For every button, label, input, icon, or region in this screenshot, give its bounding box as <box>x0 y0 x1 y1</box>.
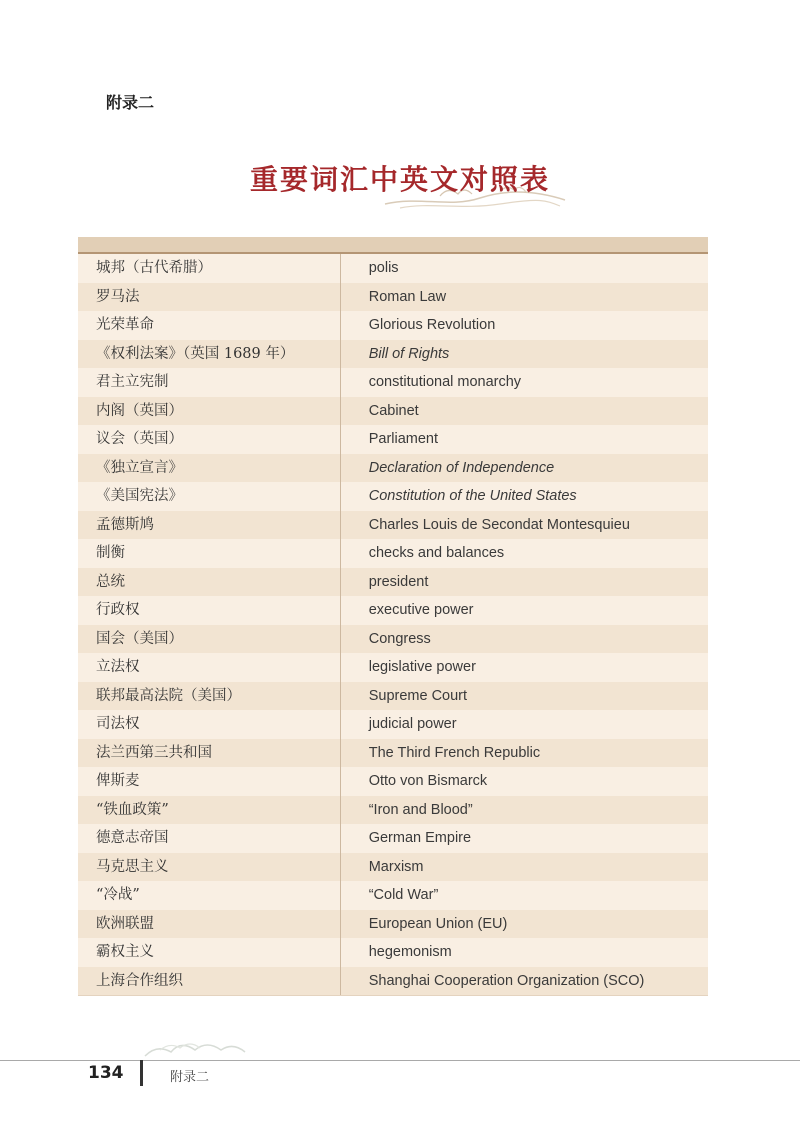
english-term: Otto von Bismarck <box>340 767 708 796</box>
english-term: checks and balances <box>340 539 708 568</box>
chinese-term: 议会（英国） <box>78 425 340 454</box>
english-term: Supreme Court <box>340 682 708 711</box>
chinese-term: 司法权 <box>78 710 340 739</box>
table-row <box>78 311 708 340</box>
chinese-term: 内阁（英国） <box>78 397 340 426</box>
chinese-term: “铁血政策” <box>78 796 340 825</box>
english-term: European Union (EU) <box>340 910 708 939</box>
footer-divider <box>0 1060 800 1061</box>
table-row <box>78 682 708 711</box>
table-row <box>78 568 708 597</box>
chinese-term: 俾斯麦 <box>78 767 340 796</box>
table-row <box>78 824 708 853</box>
table-header <box>78 237 708 253</box>
chinese-term: 法兰西第三共和国 <box>78 739 340 768</box>
page-number: 134 <box>88 1063 124 1083</box>
title-wrap <box>0 158 800 198</box>
english-term: Bill of Rights <box>340 340 708 369</box>
english-term: polis <box>340 253 708 283</box>
table-header-band-right <box>340 237 708 253</box>
english-term: constitutional monarchy <box>340 368 708 397</box>
table-row <box>78 340 708 369</box>
english-term: executive power <box>340 596 708 625</box>
table-row <box>78 881 708 910</box>
english-term: legislative power <box>340 653 708 682</box>
table-row <box>78 425 708 454</box>
table-row <box>78 853 708 882</box>
english-term: German Empire <box>340 824 708 853</box>
table-body <box>78 253 708 996</box>
english-term: Roman Law <box>340 283 708 312</box>
table-row <box>78 910 708 939</box>
chinese-term: 《权利法案》（英国 1689 年） <box>78 340 340 369</box>
table-row <box>78 253 708 283</box>
english-term: Marxism <box>340 853 708 882</box>
chinese-term: 立法权 <box>78 653 340 682</box>
table-row <box>78 938 708 967</box>
table-header-band-left <box>78 237 340 253</box>
chinese-term: 君主立宪制 <box>78 368 340 397</box>
appendix-label: 附录二 <box>106 93 155 112</box>
footer-separator <box>140 1060 143 1086</box>
english-term: hegemonism <box>340 938 708 967</box>
english-term: Parliament <box>340 425 708 454</box>
english-term: Congress <box>340 625 708 654</box>
chinese-term: 罗马法 <box>78 283 340 312</box>
english-term: Charles Louis de Secondat Montesquieu <box>340 511 708 540</box>
table-row <box>78 283 708 312</box>
chinese-term: 《独立宣言》 <box>78 454 340 483</box>
chinese-term: 制衡 <box>78 539 340 568</box>
page-title: 重要词汇中英文对照表 <box>249 163 550 196</box>
english-term: Cabinet <box>340 397 708 426</box>
english-term: Shanghai Cooperation Organization (SCO) <box>340 967 708 996</box>
chinese-term: 《美国宪法》 <box>78 482 340 511</box>
chinese-term: 上海合作组织 <box>78 967 340 996</box>
chinese-term: 国会（美国） <box>78 625 340 654</box>
table-row <box>78 653 708 682</box>
table-row <box>78 596 708 625</box>
chinese-term: 孟德斯鸠 <box>78 511 340 540</box>
chinese-term: 德意志帝国 <box>78 824 340 853</box>
table-row <box>78 454 708 483</box>
table-row <box>78 397 708 426</box>
table-row <box>78 767 708 796</box>
english-term: Declaration of Independence <box>340 454 708 483</box>
english-term: judicial power <box>340 710 708 739</box>
table-row <box>78 796 708 825</box>
english-term: The Third French Republic <box>340 739 708 768</box>
chinese-term: 马克思主义 <box>78 853 340 882</box>
english-term: president <box>340 568 708 597</box>
cloud-ornament-icon <box>140 1030 270 1060</box>
chinese-term: 总统 <box>78 568 340 597</box>
english-term: “Iron and Blood” <box>340 796 708 825</box>
table-row <box>78 967 708 996</box>
chinese-term: 欧洲联盟 <box>78 910 340 939</box>
english-term: Glorious Revolution <box>340 311 708 340</box>
table-row <box>78 625 708 654</box>
vocabulary-table <box>78 237 708 996</box>
english-term: Constitution of the United States <box>340 482 708 511</box>
chinese-term: 行政权 <box>78 596 340 625</box>
table-row <box>78 482 708 511</box>
table-row <box>78 539 708 568</box>
chinese-term: 联邦最高法院（美国） <box>78 682 340 711</box>
chinese-term: “冷战” <box>78 881 340 910</box>
chinese-term: 城邦（古代希腊） <box>78 253 340 283</box>
table-row <box>78 368 708 397</box>
table-row <box>78 739 708 768</box>
chinese-term: 霸权主义 <box>78 938 340 967</box>
footer-label: 附录二 <box>170 1070 210 1085</box>
table-row <box>78 710 708 739</box>
table-row <box>78 511 708 540</box>
table-header-row <box>78 237 708 253</box>
chinese-term: 光荣革命 <box>78 311 340 340</box>
english-term: “Cold War” <box>340 881 708 910</box>
